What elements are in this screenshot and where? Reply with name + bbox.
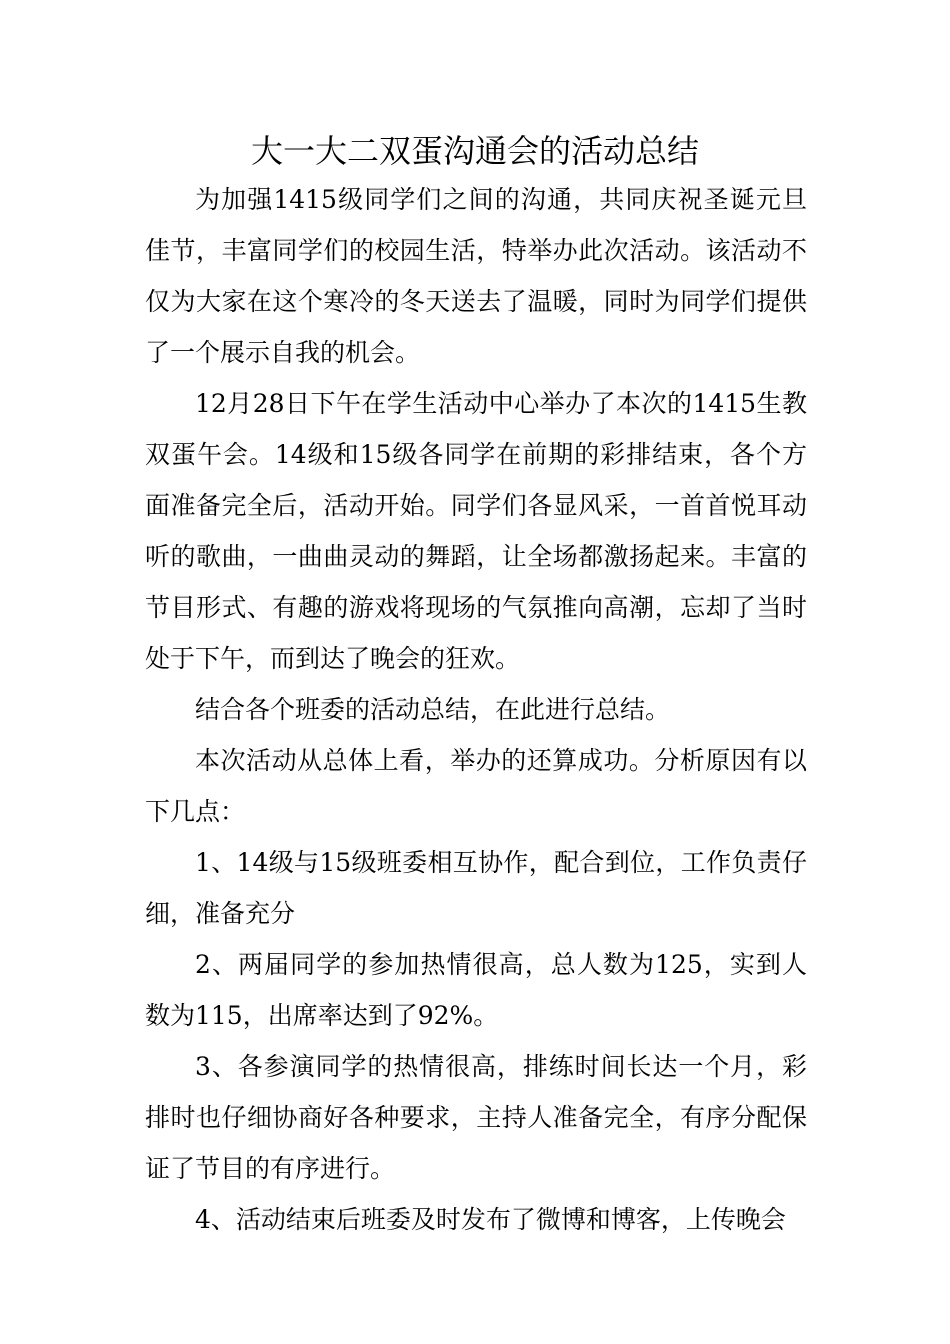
paragraph-point-4: 4、活动结束后班委及时发布了微博和博客，上传晚会 [195, 1205, 786, 1234]
paragraph-event: 12月28日下午在学生活动中心举办了本次的1415生教双蛋午会。14级和15级各同学在前期的彩排结束，各个方面准备完全后，活动开始。同学们各显风采，一首首悦耳动听的歌曲，一曲曲灵动的舞蹈，让全场都激扬起来。丰富的节目形式、有趣的游戏将现场的气氛推向高潮，忘却了当时处于下午，而到达了晚会的狂欢。 [145, 389, 807, 673]
paragraph-point-2: 2、两届同学的参加热情很高，总人数为125，实到人数为115，出席率达到了92%。 [145, 950, 807, 1030]
paragraph-analysis-lead: 本次活动从总体上看，举办的还算成功。分析原因有以下几点： [145, 746, 807, 826]
paragraph-point-3: 3、各参演同学的热情很高，排练时间长达一个月，彩排时也仔细协商好各种要求，主持人准备完全，有序分配保证了节目的有序进行。 [145, 1052, 807, 1183]
paragraph-point-1: 1、14级与15级班委相互协作，配合到位，工作负责仔细，准备充分 [145, 848, 807, 928]
paragraph-summary-lead: 结合各个班委的活动总结，在此进行总结。 [195, 695, 671, 724]
paragraph-intro: 为加强1415级同学们之间的沟通，共同庆祝圣诞元旦佳节，丰富同学们的校园生活，特举办此次活动。该活动不仅为大家在这个寒冷的冬天送去了温暖，同时为同学们提供了一个展示自我的机会。 [145, 185, 807, 367]
document-body [145, 174, 807, 1245]
document-title: 大一大二双蛋沟通会的活动总结 [250, 132, 699, 170]
